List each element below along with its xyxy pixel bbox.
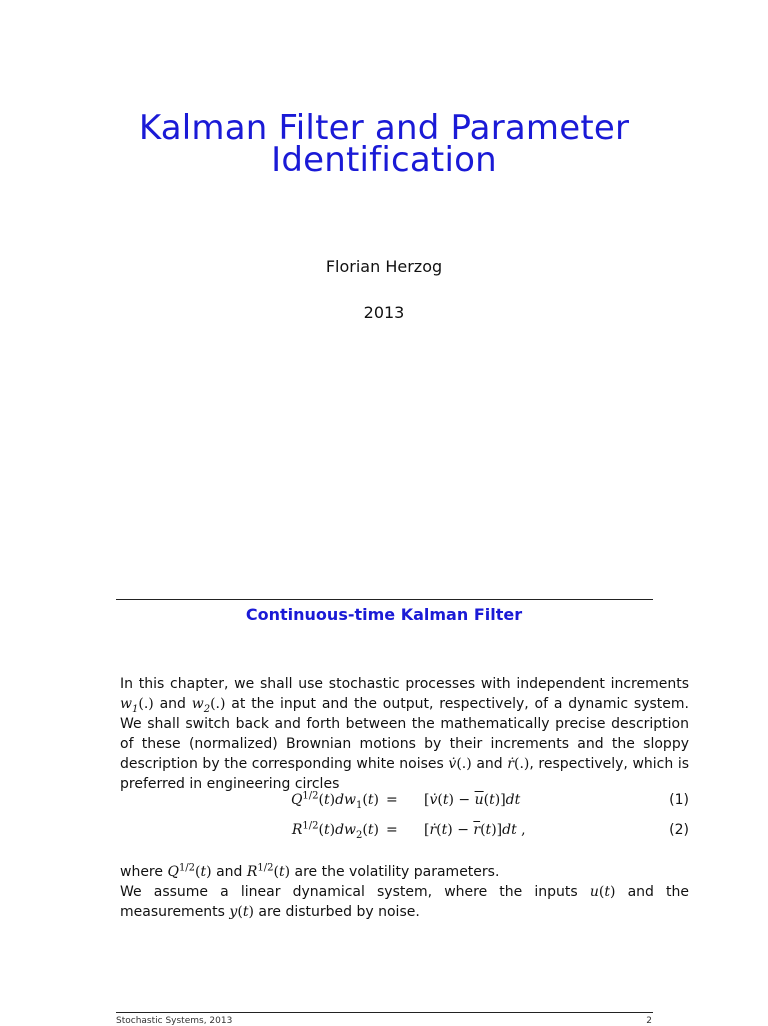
footer-course: Stochastic Systems, 2013 (116, 1016, 233, 1026)
publication-year: 2013 (363, 303, 405, 322)
section-title: Continuous-time Kalman Filter (245, 605, 523, 624)
intro-paragraph: In this chapter, we shall use stochastic processes with independent increments $w_1(.)$ and $w_2(.)$ at the input and the output, respectively, of a dynamic system. We shall switch back and forth between the mathematically precise description of these (normalized) Brownian motions by their increments and the sloppy description by the corresponding white noises v̇(.) and ṙ(.), respectively, which is preferred in engineering circles (120, 676, 690, 792)
math-vdot: v̇ (448, 756, 457, 772)
equation-1-number: (1) (669, 792, 689, 808)
math-w2: $w_2$ (191, 696, 211, 715)
equation-1-rel: = (386, 792, 398, 808)
equation-2 (120, 822, 689, 846)
title-line-2: Identification (271, 140, 497, 180)
title-line-1: Kalman Filter and Parameter (138, 108, 630, 148)
author-name: Florian Herzog (325, 257, 443, 276)
math-rdot: ṙ (507, 756, 514, 772)
footer-divider (116, 1012, 653, 1013)
equation-2-lhs: $R^{1/2}(t)dw_2(t)$ (291, 820, 379, 841)
equation-2-number: (2) (669, 822, 689, 838)
section-divider-top (116, 599, 653, 600)
footer-page-number: 2 (646, 1016, 652, 1026)
equation-1-rhs: [v̇(t) − $\overline{u}(t)]dt$ (424, 792, 521, 808)
equation-2-rel: = (386, 822, 398, 838)
volatility-paragraph: where $Q^{1/2}(t)$ and $R^{1/2}(t)$ are the volatility parameters. (120, 862, 500, 880)
equation-1-lhs: $Q^{1/2}(t)dw_1(t)$ (290, 790, 379, 811)
math-w1: $w_1$ (120, 696, 139, 715)
equation-1 (120, 792, 689, 816)
assumption-paragraph: We assume a linear dynamical system, where the inputs u(t) and the measurements y(t) are disturbed by noise. (120, 884, 690, 920)
equation-2-rhs: [ṙ(t) − $\overline{r}(t)]dt$ , (424, 822, 526, 838)
page-title (0, 108, 768, 180)
